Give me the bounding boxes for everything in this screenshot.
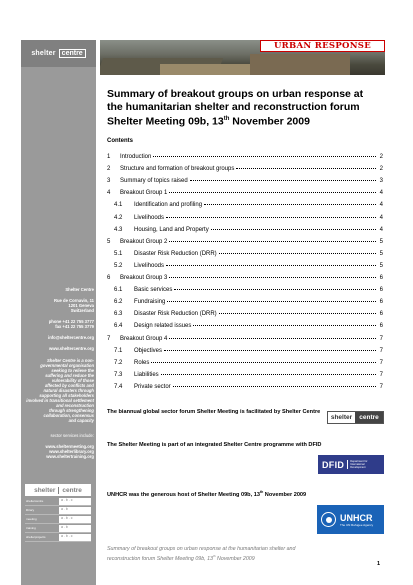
mission-line-13: and capacity <box>68 418 94 423</box>
statement-unhcr <box>107 490 306 498</box>
toc-leader-dots <box>166 217 376 218</box>
toc-entry[interactable] <box>107 201 383 209</box>
service-link-training[interactable]: www.sheltertraining.org <box>46 454 94 459</box>
toc-entry-title: Summary of topics raised <box>120 178 188 185</box>
title-line-3-text: Shelter Meeting 09b, 13 <box>107 115 224 128</box>
toc-entry-page: 6 <box>379 275 383 281</box>
toc-entry-page: 4 <box>379 226 383 233</box>
toc-leader-dots <box>164 350 376 351</box>
mini-services-table <box>25 497 91 542</box>
toc-entry[interactable] <box>107 383 383 391</box>
service-link-meeting[interactable]: www.sheltermeeting.org <box>45 444 94 449</box>
toc-entry-page: 5 <box>379 250 383 257</box>
toc-entry-number: 3 <box>107 178 111 185</box>
toc-entry-page: 6 <box>379 299 383 306</box>
toc-entry-page: 7 <box>379 347 383 354</box>
toc-entry-page: 7 <box>379 359 383 366</box>
toc-entry-title: Liabilities <box>134 371 159 378</box>
mini-logo-word-shelter: shelter <box>34 486 56 494</box>
toc-entry[interactable] <box>107 322 383 330</box>
toc-leader-dots <box>169 338 376 339</box>
mini-row-label: training <box>26 526 36 530</box>
services-heading: sector services include: <box>50 433 94 438</box>
mini-row-value: a . b . c <box>59 516 91 523</box>
mini-row <box>25 506 91 515</box>
mini-row-label: shelterprojects <box>26 535 46 539</box>
toc-leader-dots <box>151 362 376 363</box>
mission-line-7: natural disasters through <box>43 388 94 393</box>
page-footer <box>107 546 347 563</box>
toc-leader-dots <box>193 325 376 326</box>
mini-shelter-centre-logo <box>25 484 91 496</box>
toc-entry-number: 6.4 <box>114 323 123 330</box>
unhcr-emblem-icon <box>321 512 336 527</box>
fax: fax +41 22 755 3779 <box>55 324 94 329</box>
org-name: Shelter Centre <box>65 287 94 292</box>
toc-leader-dots <box>219 313 376 314</box>
shelter-centre-logo <box>21 40 96 67</box>
toc-entry[interactable] <box>107 153 383 161</box>
title-line-3-text-end: November 2009 <box>229 115 310 128</box>
toc-entry-page: 6 <box>379 311 383 318</box>
mini-row-value: a . b . c <box>59 498 91 505</box>
toc-entry-title: Introduction <box>120 154 152 160</box>
toc-entry[interactable] <box>107 359 383 367</box>
email-link[interactable]: info@sheltercentre.org <box>48 335 94 340</box>
toc-leader-dots <box>174 289 376 290</box>
footer-line-2-text: reconstruction forum Shelter Meeting 09b, 13 <box>107 555 213 562</box>
toc-entry[interactable] <box>107 274 383 282</box>
toc-entry-page: 7 <box>379 371 383 378</box>
toc-entry-number: 7 <box>107 335 111 342</box>
mission-line-3: seeking to relieve the <box>51 368 94 373</box>
toc-entry-number: 6.1 <box>114 287 123 294</box>
toc-entry-page: 4 <box>379 190 383 197</box>
toc-leader-dots <box>211 229 376 230</box>
toc-entry-page: 2 <box>379 166 383 173</box>
toc-entry-number: 7.3 <box>114 371 123 378</box>
toc-entry-title: Housing, Land and Property <box>134 226 209 233</box>
toc-entry[interactable] <box>107 262 383 270</box>
footer-line-2-sup: th <box>213 554 216 558</box>
website-link[interactable]: www.sheltercentre.org <box>49 346 94 351</box>
mission-line-12: collaboration, consensus <box>43 413 94 418</box>
toc-entry[interactable] <box>107 165 383 173</box>
toc-leader-dots <box>190 180 376 181</box>
toc-leader-dots <box>169 192 376 193</box>
toc-entry-title: Breakout Group 4 <box>120 335 168 342</box>
toc-leader-dots <box>173 386 376 387</box>
mini-row <box>25 533 91 542</box>
title-line-1: Summary of breakout groups on urban response at <box>107 88 364 100</box>
contents-heading: Contents <box>107 138 133 144</box>
toc-entry-number: 5 <box>107 238 111 245</box>
mission-line-10: and reconstruction <box>56 403 94 408</box>
toc-entry[interactable] <box>107 189 383 197</box>
photo-roof-shape <box>250 54 350 75</box>
toc-entry[interactable] <box>107 226 383 234</box>
toc-leader-dots <box>167 301 376 302</box>
toc-entry-title: Basic services <box>134 287 173 294</box>
toc-leader-dots <box>236 168 376 169</box>
logo-word-centre: centre <box>59 49 86 58</box>
toc-entry-title: Structure and formation of breakout groups <box>120 166 235 173</box>
toc-entry[interactable] <box>107 310 383 318</box>
toc-leader-dots <box>169 277 376 278</box>
toc-entry-number: 2 <box>107 166 111 173</box>
toc-entry-page: 6 <box>379 287 383 294</box>
mission-line-5: vulnerability of those <box>51 378 94 383</box>
statement-unhcr-sup: th <box>259 490 264 494</box>
mini-row <box>25 524 91 533</box>
toc-leader-dots <box>153 156 376 157</box>
service-link-library[interactable]: www.shelterlibrary.org <box>49 449 94 454</box>
shelter-centre-logo-small <box>327 411 384 424</box>
toc-entry-page: 6 <box>379 323 383 330</box>
mini-row <box>25 515 91 524</box>
toc-entry[interactable] <box>107 250 383 258</box>
logo-word-shelter: shelter <box>31 50 56 57</box>
toc-entry-number: 4.2 <box>114 214 123 221</box>
toc-entry-page: 3 <box>379 178 383 185</box>
mission-line-8: supporting all stakeholders <box>39 393 94 398</box>
mission-line-11: through strengthening <box>49 408 94 413</box>
document-title <box>107 88 387 128</box>
footer-line-1: Summary of breakout groups on urban response at the humanitarian shelter and <box>107 546 296 552</box>
footer-line-2 <box>107 553 347 563</box>
toc-entry-page: 2 <box>379 154 383 160</box>
toc-entry-title: Private sector <box>134 383 171 390</box>
mini-row <box>25 497 91 506</box>
toc-entry-number: 7.2 <box>114 359 123 366</box>
statement-unhcr-text-end: November 2009 <box>263 491 307 498</box>
toc-entry-number: 4.1 <box>114 202 123 209</box>
toc-entry-title: Design related issues <box>134 323 192 330</box>
toc-entry-number: 7.4 <box>114 383 123 390</box>
toc-entry-title: Breakout Group 3 <box>120 275 168 281</box>
toc-entry-page: 7 <box>379 335 383 342</box>
statement-unhcr-text: UNHCR was the generous host of Shelter Meeting 09b, 13 <box>107 491 260 498</box>
mission-line-2: governmental organisation <box>40 363 94 368</box>
mission-line-6: affected by conflicts and <box>44 383 94 388</box>
mini-logo-word-centre: centre <box>58 487 82 494</box>
statement-facilitated: The biannual global sector forum Shelter Meeting is facilitated by Shelter Centre <box>107 409 321 415</box>
mini-row-label: sheltercentre <box>26 499 44 503</box>
toc-entry[interactable] <box>107 371 383 379</box>
toc-entry-title: Livelihoods <box>134 262 165 269</box>
toc-entry-number: 1 <box>107 154 111 160</box>
address-line-2: 1201 Geneva <box>68 303 94 308</box>
toc-entry[interactable] <box>107 238 383 246</box>
toc-entry-page: 5 <box>379 238 383 245</box>
toc-leader-dots <box>161 374 376 375</box>
toc-entry-title: Breakout Group 2 <box>120 238 168 245</box>
toc-entry[interactable] <box>107 347 383 355</box>
mini-row-label: library <box>26 508 35 512</box>
mini-row-value: a . b <box>59 507 91 514</box>
title-line-2: the humanitarian shelter and reconstruction forum <box>107 100 360 113</box>
phone: phone +41 22 755 3777 <box>48 319 94 324</box>
unhcr-logo-words <box>340 513 373 527</box>
mini-row-value: a . b . c <box>59 534 91 541</box>
toc-entry-title: Disaster Risk Reduction (DRR) <box>134 250 217 257</box>
address-line-3: Switzerland <box>70 308 94 313</box>
dfid-logo-sub: Department for International Development <box>347 460 371 469</box>
toc-leader-dots <box>166 265 376 266</box>
title-line-3 <box>107 113 387 128</box>
toc-entry-title: Objectives <box>134 347 163 354</box>
unhcr-logo <box>317 505 384 534</box>
toc-entry-number: 4 <box>107 190 111 197</box>
toc-entry-number: 4.3 <box>114 226 123 233</box>
toc-entry-number: 7.1 <box>114 347 123 354</box>
toc-entry[interactable] <box>107 298 383 306</box>
dfid-logo <box>318 455 384 474</box>
urban-response-badge <box>260 40 385 52</box>
title-line-3-sup: th <box>223 116 230 122</box>
page-number: 1 <box>377 561 381 567</box>
unhcr-logo-sub: The UN Refugee Agency <box>340 522 374 527</box>
mini-row-label: meeting <box>26 517 37 521</box>
toc-leader-dots <box>204 204 376 205</box>
toc-entry-title: Identification and profiling <box>134 202 203 209</box>
badge-text: URBAN RESPONSE <box>273 41 372 51</box>
toc-leader-dots <box>219 253 376 254</box>
toc-entry-number: 6.2 <box>114 299 123 306</box>
toc-leader-dots <box>169 241 376 242</box>
toc-entry-title: Roles <box>134 359 150 366</box>
mission-line-4: suffering and reduce the <box>45 373 94 378</box>
toc-entry-number: 5.1 <box>114 250 123 257</box>
toc-entry-page: 4 <box>379 214 383 221</box>
address-line-1: Rue de Cornavin, 11 <box>53 298 94 303</box>
dfid-logo-text: DFID <box>322 459 345 470</box>
toc-entry[interactable] <box>107 177 383 185</box>
toc-entry-page: 5 <box>379 262 383 269</box>
statement-dfid: The Shelter Meeting is part of an integrated Shelter Centre programme with DFID <box>107 442 322 448</box>
toc-entry-page: 7 <box>379 383 383 390</box>
mission-line-1: Shelter Centre is a non- <box>46 358 94 363</box>
toc-entry[interactable] <box>107 286 383 294</box>
toc-entry-title: Disaster Risk Reduction (DRR) <box>134 311 217 318</box>
sc-logo-word-centre: centre <box>355 412 383 423</box>
toc-entry-title: Fundraising <box>134 299 166 306</box>
unhcr-logo-text: UNHCR <box>340 512 373 523</box>
mission-line-9: involved in transitional settlement <box>26 398 94 403</box>
toc-entry-title: Breakout Group 1 <box>120 190 168 197</box>
toc-entry-page: 4 <box>379 202 383 209</box>
footer-line-2-text-end: November 2009 <box>215 555 255 562</box>
mini-row-value: a . b <box>59 525 91 532</box>
toc-entry-title: Livelihoods <box>134 214 165 221</box>
toc-entry-number: 5.2 <box>114 262 123 269</box>
photo-roof-shape <box>160 64 250 75</box>
toc-entry[interactable] <box>107 335 383 343</box>
toc-entry-number: 6.3 <box>114 311 123 318</box>
sc-logo-word-shelter: shelter <box>328 412 355 423</box>
toc-entry-number: 6 <box>107 275 111 281</box>
toc-entry[interactable] <box>107 214 383 222</box>
